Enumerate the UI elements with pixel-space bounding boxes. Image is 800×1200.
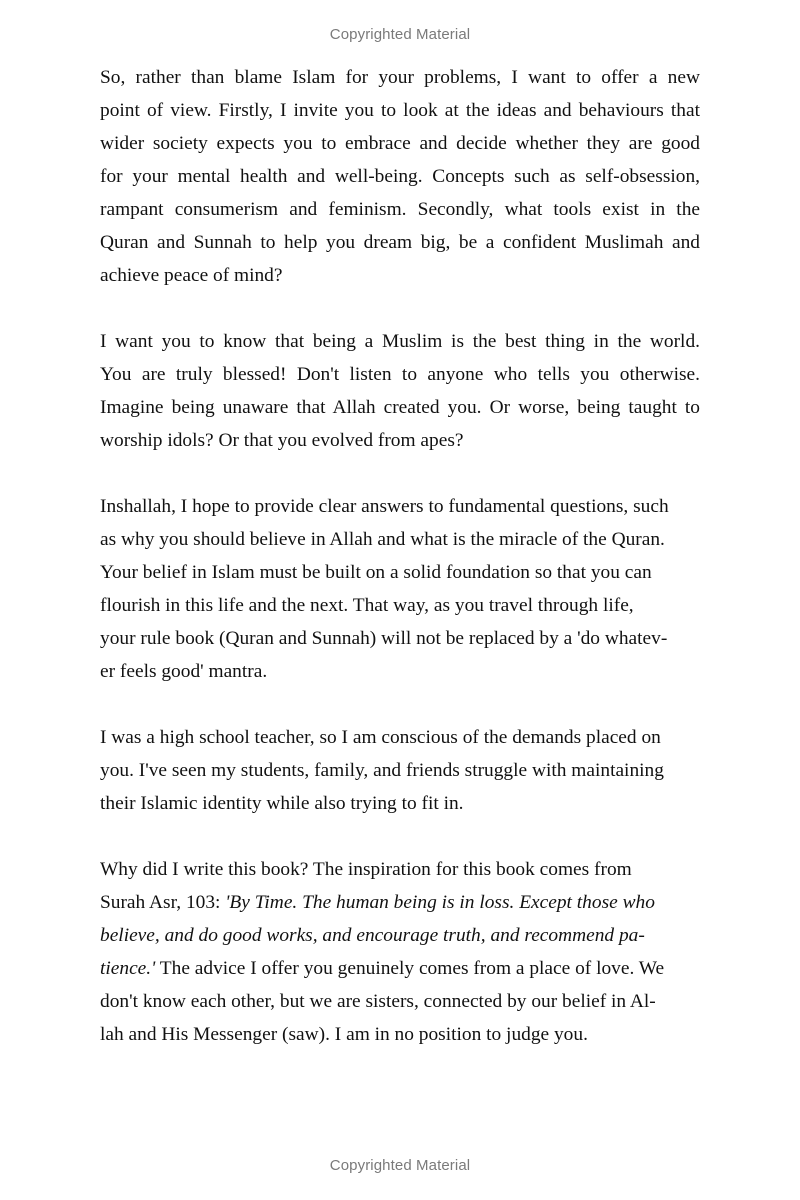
- copyright-watermark-bottom: Copyrighted Material: [329, 1157, 471, 1174]
- text-line: for your mental health and well-being. Concepts such as self-obsession,: [100, 166, 700, 187]
- paragraph-being-muslim: [100, 325, 700, 457]
- text-line: lah and His Messenger (saw). I am in no position to judge you.: [100, 1024, 588, 1045]
- paragraph-gap: [100, 292, 700, 325]
- text-line: your rule book (Quran and Sunnah) will not be replaced by a 'do whatev-: [100, 628, 668, 649]
- text-line: Imagine being unaware that Allah created you. Or worse, being taught to: [100, 397, 700, 418]
- text-line: er feels good' mantra.: [100, 661, 268, 682]
- text-line: their Islamic identity while also trying to fit in.: [100, 793, 464, 814]
- text-line: point of view. Firstly, I invite you to look at the ideas and behaviours that: [100, 100, 700, 121]
- paragraph-inshallah: [100, 490, 700, 688]
- paragraph-new-point-of-view: [100, 61, 700, 292]
- text-plain: Surah Asr, 103:: [100, 892, 226, 913]
- paragraph-why-write: [100, 853, 700, 1051]
- copyright-watermark-top: Copyrighted Material: [329, 26, 471, 43]
- paragraph-teacher: [100, 721, 700, 820]
- paragraph-gap: [100, 820, 700, 853]
- text-line: you. I've seen my students, family, and friends struggle with maintaining: [100, 760, 664, 781]
- paragraph-gap: [100, 688, 700, 721]
- text-line: don't know each other, but we are sisters, connected by our belief in Al-: [100, 991, 656, 1012]
- text-line: Quran and Sunnah to help you dream big, be a confident Muslimah and: [100, 232, 700, 253]
- quran-quote: tience.': [100, 958, 156, 979]
- text-line: worship idols? Or that you evolved from apes?: [100, 430, 464, 451]
- text-line: I was a high school teacher, so I am conscious of the demands placed on: [100, 727, 661, 748]
- text-line: wider society expects you to embrace and decide whether they are good: [100, 133, 700, 154]
- text-line: achieve peace of mind?: [100, 265, 283, 286]
- text-line: [100, 919, 700, 952]
- text-line: [100, 886, 700, 919]
- text-line: Your belief in Islam must be built on a solid foundation so that you can: [100, 562, 652, 583]
- text-line: flourish in this life and the next. That way, as you travel through life,: [100, 595, 634, 616]
- text-line: Inshallah, I hope to provide clear answers to fundamental questions, such: [100, 496, 669, 517]
- quran-quote: 'By Time. The human being is in loss. Except those who: [225, 892, 655, 913]
- text-line: I want you to know that being a Muslim is the best thing in the world.: [100, 331, 700, 352]
- text-line: rampant consumerism and feminism. Secondly, what tools exist in the: [100, 199, 700, 220]
- text-line: as why you should believe in Allah and what is the miracle of the Quran.: [100, 529, 665, 550]
- page-body: [100, 61, 700, 1051]
- text-line: Why did I write this book? The inspiration for this book comes from: [100, 859, 632, 880]
- paragraph-gap: [100, 457, 700, 490]
- quran-quote: believe, and do good works, and encourage truth, and recommend pa-: [100, 925, 645, 946]
- text-line: You are truly blessed! Don't listen to anyone who tells you otherwise.: [100, 364, 700, 385]
- text-plain: The advice I offer you genuinely comes from a place of love. We: [155, 958, 665, 979]
- text-line: [100, 952, 700, 985]
- text-line: So, rather than blame Islam for your problems, I want to offer a new: [100, 67, 700, 88]
